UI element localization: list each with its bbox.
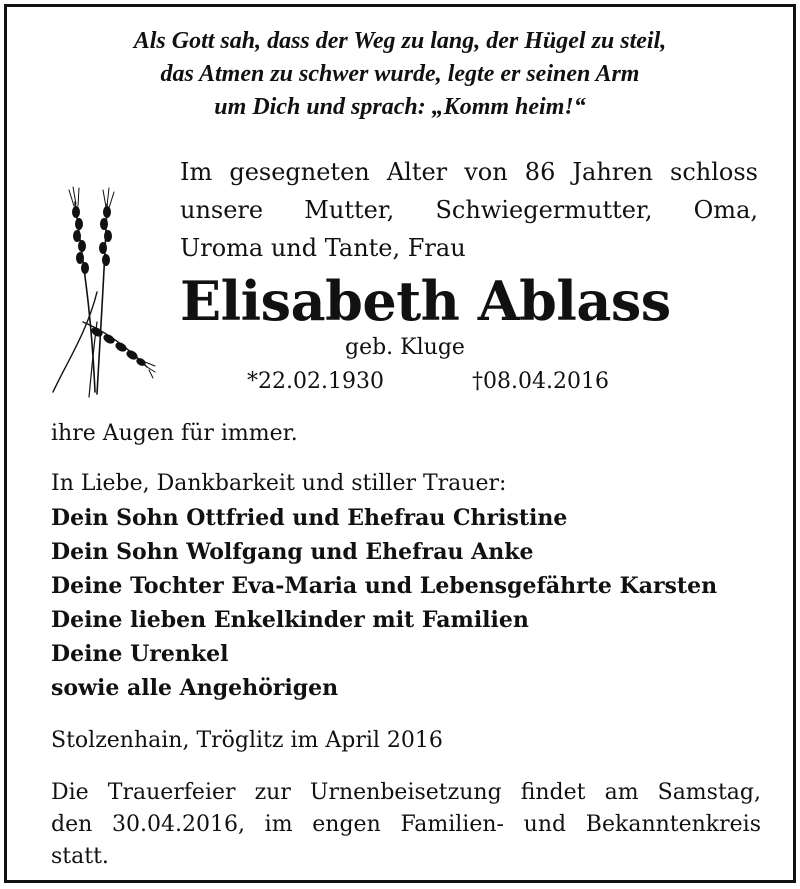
mourner-name: sowie alle Angehörigen <box>51 675 339 701</box>
funeral-line: Die Trauerfeier zur Urnenbeisetzung findet am Samstag, <box>51 780 761 805</box>
mourner-name: Deine Tochter Eva-Maria und Lebensgefährte Karsten <box>51 573 718 599</box>
eyes-text <box>51 417 761 451</box>
wheat-ears-icon <box>47 182 157 402</box>
mourners-block <box>51 467 761 705</box>
mourner-name: Dein Sohn Wolfgang und Ehefrau Anke <box>51 539 534 565</box>
place-date <box>51 724 761 758</box>
intro-line: unsere Mutter, Schwiegermutter, Oma, <box>180 196 758 224</box>
mourner-name: Dein Sohn Ottfried und Ehefrau Christine <box>51 505 568 531</box>
funeral-notice <box>51 777 761 873</box>
death-date: †08.04.2016 <box>472 369 609 394</box>
mourner-name: Deine lieben Enkelkinder mit Familien <box>51 607 529 633</box>
mourners-intro: In Liebe, Dankbarkeit und stiller Trauer: <box>51 471 507 496</box>
funeral-line: statt. <box>51 844 109 869</box>
intro-text <box>180 153 758 267</box>
eyes-line: ihre Augen für immer. <box>51 421 298 446</box>
quote-line: Als Gott sah, dass der Weg zu lang, der Hügel zu steil, <box>133 28 667 54</box>
funeral-line: den 30.04.2016, im engen Familien- und Bekanntenkreis <box>51 812 761 837</box>
quote-block <box>17 25 783 124</box>
mourner-name: Deine Urenkel <box>51 641 229 667</box>
quote-line: um Dich und sprach: „Komm heim!“ <box>214 94 586 120</box>
place-date-line: Stolzenhain, Tröglitz im April 2016 <box>51 728 443 753</box>
quote-line: das Atmen zu schwer wurde, legte er seinen Arm <box>160 61 640 87</box>
birth-name: geb. Kluge <box>345 335 465 360</box>
intro-line: Uroma und Tante, Frau <box>180 234 466 262</box>
obituary-frame <box>4 4 796 883</box>
intro-line: Im gesegneten Alter von 86 Jahren schloss <box>180 158 758 186</box>
deceased-name: Elisabeth Ablass <box>180 269 671 333</box>
birth-date: *22.02.1930 <box>247 369 384 394</box>
